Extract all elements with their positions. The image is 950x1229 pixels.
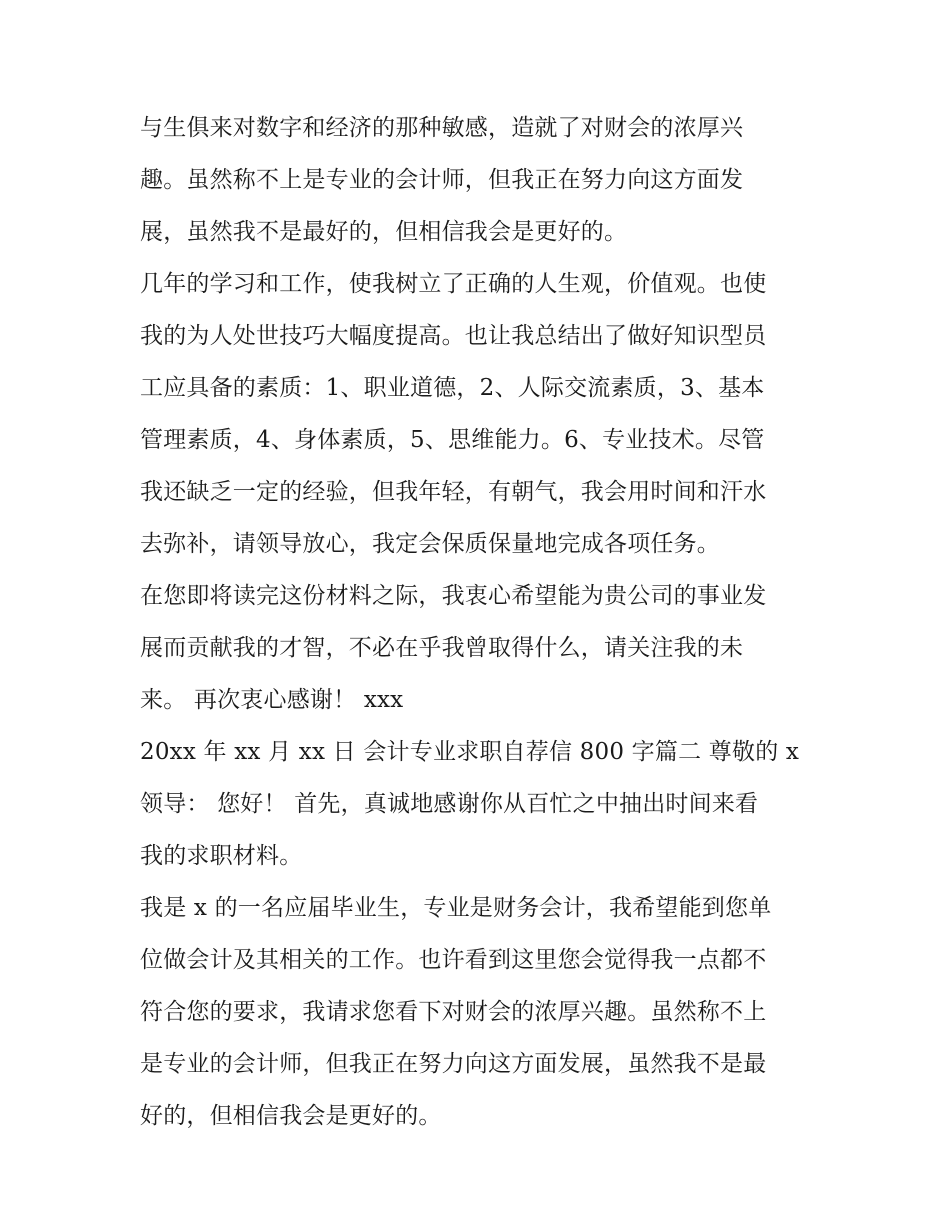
text-line: 我的为人处世技巧大幅度提高。也让我总结出了做好知识型员 xyxy=(140,323,767,349)
text-line: 20xx 年 xx 月 xx 日 会计专业求职自荐信 800 字篇二 尊敬的 x xyxy=(140,739,800,765)
text-line: 符合您的要求，我请求您看下对财会的浓厚兴趣。虽然称不上 xyxy=(140,999,767,1025)
text-line: 位做会计及其相关的工作。也许看到这里您会觉得我一点都不 xyxy=(140,947,767,973)
text-line: 领导： 您好！ 首先，真诚地感谢你从百忙之中抽出时间来看 xyxy=(140,791,759,817)
text-line: 是专业的会计师，但我正在努力向这方面发展，虽然我不是最 xyxy=(140,1051,767,1077)
text-line: 展而贡献我的才智，不必在乎我曾取得什么，请关注我的未 xyxy=(140,635,744,661)
text-line: 展，虽然我不是最好的，但相信我会是更好的。 xyxy=(140,219,628,245)
text-line: 我还缺乏一定的经验，但我年轻，有朝气，我会用时间和汗水 xyxy=(140,479,767,505)
text-line: 我是 x 的一名应届毕业生，专业是财务会计，我希望能到您单 xyxy=(140,895,772,921)
text-line: 几年的学习和工作，使我树立了正确的人生观，价值观。也使 xyxy=(140,271,767,297)
text-line: 在您即将读完这份材料之际，我衷心希望能为贵公司的事业发 xyxy=(140,583,767,609)
text-line: 好的，但相信我会是更好的。 xyxy=(140,1103,442,1129)
text-line: 来。 再次衷心感谢！ xxx xyxy=(140,687,404,713)
text-line: 去弥补，请领导放心，我定会保质保量地完成各项任务。 xyxy=(140,531,720,557)
text-line: 管理素质，4、身体素质，5、思维能力。6、专业技术。尽管 xyxy=(140,427,765,453)
text-line: 趣。虽然称不上是专业的会计师，但我正在努力向这方面发 xyxy=(140,167,744,193)
text-line: 我的求职材料。 xyxy=(140,843,303,869)
text-line: 工应具备的素质：1、职业道德，2、人际交流素质，3、基本 xyxy=(140,375,765,401)
text-line: 与生俱来对数字和经济的那种敏感，造就了对财会的浓厚兴 xyxy=(140,115,744,141)
document-body xyxy=(140,102,816,1142)
